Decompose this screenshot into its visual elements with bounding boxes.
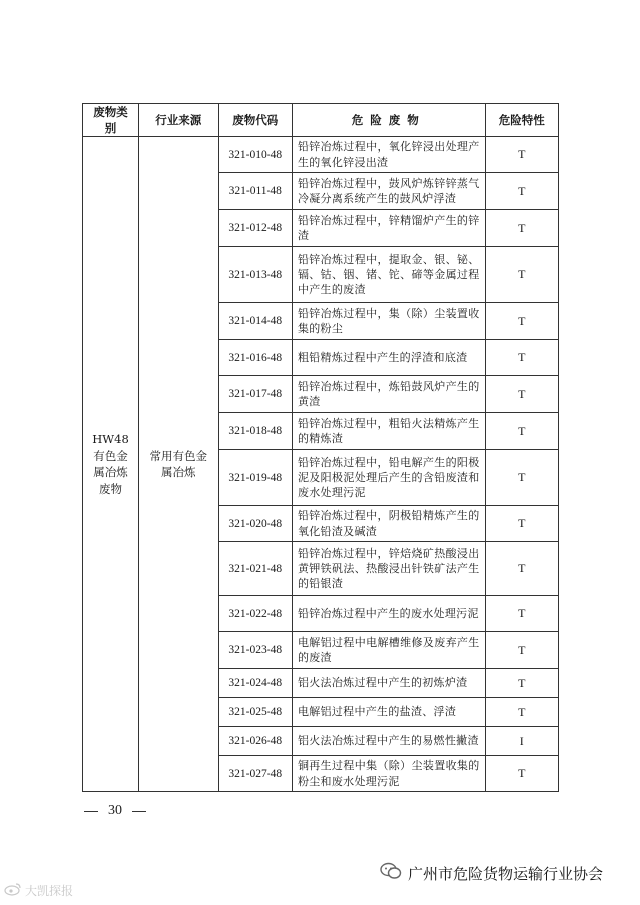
table-header-row: [83, 104, 559, 137]
description-cell: 铅锌冶炼过程中，集（除）尘装置收集的粉尘: [292, 303, 485, 340]
code-cell: 321-013-48: [218, 247, 292, 303]
characteristic-cell: T: [485, 542, 558, 596]
code-cell: 321-010-48: [218, 137, 292, 173]
description-cell: 电解铝过程中电解槽维修及废弃产生的废渣: [292, 632, 485, 669]
code-cell: 321-016-48: [218, 340, 292, 376]
page-dash-right: [132, 811, 146, 812]
header-characteristic: 危险特性: [485, 104, 558, 137]
code-cell: 321-021-48: [218, 542, 292, 596]
weibo-icon: [4, 882, 22, 899]
page-number-text: 30: [108, 803, 122, 818]
description-cell: 铅锌冶炼过程中，鼓风炉炼锌锌蒸气冷凝分离系统产生的鼓风炉浮渣: [292, 173, 485, 210]
header-description: 危险废物: [292, 104, 485, 137]
characteristic-cell: T: [485, 303, 558, 340]
description-cell: 铅锌冶炼过程中，锌精馏炉产生的锌渣: [292, 210, 485, 247]
characteristic-cell: T: [485, 376, 558, 413]
description-cell: 铅锌冶炼过程中，铅电解产生的阳极泥及阳极泥处理后产生的含铅废渣和废水处理污泥: [292, 450, 485, 506]
org-watermark: [380, 860, 603, 886]
characteristic-cell: T: [485, 340, 558, 376]
description-cell: 粗铅精炼过程中产生的浮渣和底渣: [292, 340, 485, 376]
waste-table: [82, 103, 559, 792]
description-cell: 铝火法冶炼过程中产生的初炼炉渣: [292, 669, 485, 698]
characteristic-cell: T: [485, 632, 558, 669]
header-source: 行业来源: [139, 104, 219, 137]
code-cell: 321-019-48: [218, 450, 292, 506]
code-cell: 321-014-48: [218, 303, 292, 340]
code-cell: 321-011-48: [218, 173, 292, 210]
characteristic-cell: T: [485, 210, 558, 247]
code-cell: 321-017-48: [218, 376, 292, 413]
org-watermark-text: 广州市危险货物运输行业协会: [408, 864, 604, 883]
characteristic-cell: T: [485, 506, 558, 542]
code-cell: 321-012-48: [218, 210, 292, 247]
code-cell: 321-025-48: [218, 698, 292, 727]
weibo-watermark-text: 大凯探报: [25, 883, 74, 898]
characteristic-cell: T: [485, 413, 558, 450]
characteristic-cell: T: [485, 450, 558, 506]
description-cell: 铅锌冶炼过程中产生的废水处理污泥: [292, 596, 485, 632]
weibo-watermark: [4, 880, 73, 900]
code-cell: 321-018-48: [218, 413, 292, 450]
category-cell: HW48 有色金属冶炼废物: [83, 137, 139, 792]
description-cell: 铅锌冶炼过程中，炼铅鼓风炉产生的黄渣: [292, 376, 485, 413]
code-cell: 321-026-48: [218, 727, 292, 756]
characteristic-cell: T: [485, 247, 558, 303]
table-row: [83, 137, 559, 173]
page-number: [84, 803, 146, 819]
table-body: [83, 137, 559, 792]
description-cell: 电解铝过程中产生的盐渣、浮渣: [292, 698, 485, 727]
description-cell: 铅锌冶炼过程中，粗铅火法精炼产生的精炼渣: [292, 413, 485, 450]
source-cell: 常用有色金属冶炼: [139, 137, 219, 792]
description-cell: 铅锌冶炼过程中，氧化锌浸出处理产生的氧化锌浸出渣: [292, 137, 485, 173]
description-cell: 铜再生过程中集（除）尘装置收集的粉尘和废水处理污泥: [292, 756, 485, 792]
description-cell: 铅锌冶炼过程中，阴极铅精炼产生的氧化铅渣及碱渣: [292, 506, 485, 542]
page-dash-left: [84, 811, 98, 812]
wechat-icon: [380, 862, 402, 884]
code-cell: 321-023-48: [218, 632, 292, 669]
characteristic-cell: T: [485, 698, 558, 727]
description-cell: 铝火法冶炼过程中产生的易燃性撇渣: [292, 727, 485, 756]
characteristic-cell: T: [485, 669, 558, 698]
characteristic-cell: T: [485, 596, 558, 632]
code-cell: 321-027-48: [218, 756, 292, 792]
characteristic-cell: T: [485, 756, 558, 792]
characteristic-cell: T: [485, 173, 558, 210]
description-cell: 铅锌冶炼过程中，提取金、银、铋、镉、钴、铟、锗、铊、碲等金属过程中产生的废渣: [292, 247, 485, 303]
characteristic-cell: I: [485, 727, 558, 756]
code-cell: 321-024-48: [218, 669, 292, 698]
header-category: 废物类别: [83, 104, 139, 137]
description-cell: 铅锌冶炼过程中，锌焙烧矿热酸浸出黄钾铁矾法、热酸浸出针铁矿法产生的铅银渣: [292, 542, 485, 596]
header-code: 废物代码: [218, 104, 292, 137]
characteristic-cell: T: [485, 137, 558, 173]
code-cell: 321-020-48: [218, 506, 292, 542]
code-cell: 321-022-48: [218, 596, 292, 632]
